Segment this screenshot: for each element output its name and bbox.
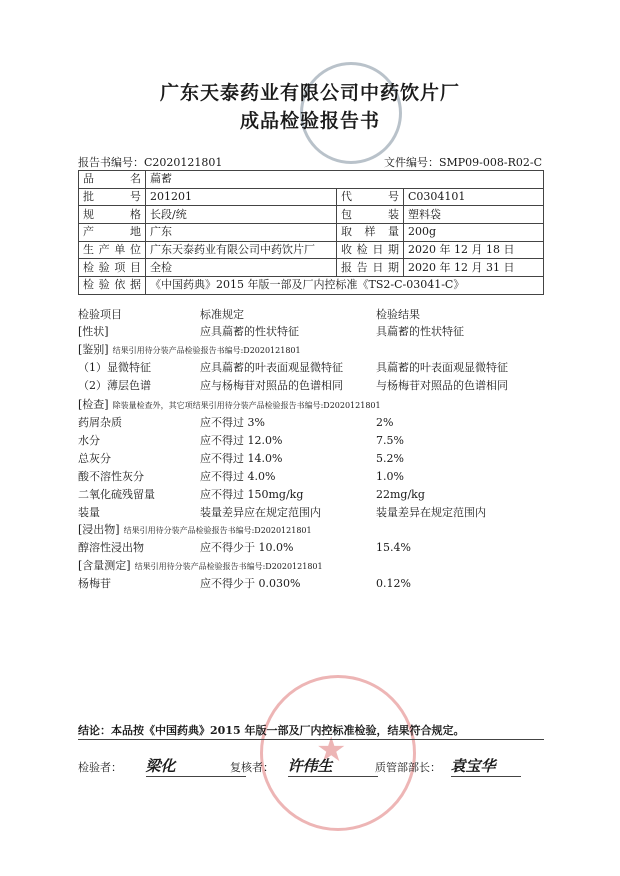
identify-standard: 应与杨梅苷对照品的色谱相同 xyxy=(200,379,343,392)
check-section xyxy=(78,397,548,413)
assay-label: [含量测定] xyxy=(78,559,131,572)
value-basis: 《中国药典》2015 年版一部及厂内控标准《TS2-C-03041-C》 xyxy=(146,277,544,295)
identify-note: 结果引用待分装产品检验报告书编号:D2020121801 xyxy=(112,346,301,355)
inspector-label: 检验者： xyxy=(78,761,122,774)
inspector-field xyxy=(78,755,246,777)
check-standard: 应不得过 12.0% xyxy=(200,434,283,447)
value-batch: 201201 xyxy=(146,188,337,206)
list-item xyxy=(78,378,548,394)
list-item xyxy=(78,433,548,449)
identify-result: 与杨梅苷对照品的色谱相同 xyxy=(376,379,508,392)
identify-item: （2）薄层色谱 xyxy=(78,379,151,392)
list-item xyxy=(78,576,548,592)
check-result: 22mg/kg xyxy=(376,488,425,501)
label-product-name: 品名 xyxy=(79,171,146,189)
check-item: 水分 xyxy=(78,434,100,447)
manager-field xyxy=(375,755,521,777)
extract-standard: 应不得少于 10.0% xyxy=(200,541,294,554)
table-row xyxy=(79,241,544,259)
check-result: 1.0% xyxy=(376,470,404,483)
assay-note: 结果引用待分装产品检验报告书编号:D2020121801 xyxy=(134,562,323,571)
reviewer-signature: 许伟生 xyxy=(287,757,333,775)
label-code: 代号 xyxy=(337,188,404,206)
value-manufacturer: 广东天泰药业有限公司中药饮片厂 xyxy=(146,241,337,259)
table-row xyxy=(79,206,544,224)
extract-note: 结果引用待分装产品检验报告书编号:D2020121801 xyxy=(123,526,312,535)
reviewer-line xyxy=(288,755,378,777)
report-number: 报告书编号：C2020121801 xyxy=(78,156,223,169)
reviewer-label: 复核者： xyxy=(230,761,274,774)
check-standard: 应不得过 3% xyxy=(200,416,265,429)
label-origin: 产地 xyxy=(79,224,146,242)
company-title: 广东天泰药业有限公司中药饮片厂 xyxy=(159,82,460,104)
value-origin: 广东 xyxy=(146,224,337,242)
extract-label: [浸出物] xyxy=(78,523,120,536)
identify-result: 具萹蓄的叶表面观显微特征 xyxy=(376,361,508,374)
check-result: 装量差异在规定范围内 xyxy=(376,506,486,519)
check-label: [检查] xyxy=(78,398,109,411)
character-result: 具萹蓄的性状特征 xyxy=(376,325,464,338)
table-row xyxy=(79,277,544,295)
results-header-row xyxy=(78,307,548,323)
table-row xyxy=(79,224,544,242)
assay-standard: 应不得少于 0.030% xyxy=(200,577,301,590)
value-report-date: 2020 年 12 月 31 日 xyxy=(404,259,544,277)
inspector-signature: 梁化 xyxy=(145,757,176,775)
list-item xyxy=(78,415,548,431)
label-package: 包装 xyxy=(337,206,404,224)
check-item: 二氧化硫残留量 xyxy=(78,488,155,501)
check-standard: 装量差异应在规定范围内 xyxy=(200,506,321,519)
character-standard: 应具萹蓄的性状特征 xyxy=(200,325,299,338)
check-item: 装量 xyxy=(78,506,100,519)
report-title: 成品检验报告书 xyxy=(239,110,380,132)
character-row xyxy=(78,324,548,340)
check-result: 7.5% xyxy=(376,434,404,447)
manager-signature: 袁宝华 xyxy=(450,757,496,775)
value-sample-qty: 200g xyxy=(404,224,544,242)
check-result: 5.2% xyxy=(376,452,404,465)
assay-section xyxy=(78,558,548,574)
reviewer-field xyxy=(230,755,378,777)
check-item: 酸不溶性灰分 xyxy=(78,470,144,483)
header-item: 检验项目 xyxy=(78,308,122,321)
manager-label: 质管部部长： xyxy=(375,761,441,774)
label-spec: 规格 xyxy=(79,206,146,224)
value-package: 塑料袋 xyxy=(404,206,544,224)
manager-line xyxy=(451,755,521,777)
product-info-table xyxy=(78,170,544,295)
value-spec: 长段/统 xyxy=(146,206,337,224)
value-code: C0304101 xyxy=(404,188,544,206)
check-standard: 应不得过 14.0% xyxy=(200,452,283,465)
conclusion-text: 结论：本品按《中国药典》2015 年版一部及厂内控标准检验，结果符合规定。 xyxy=(78,724,465,737)
check-standard: 应不得过 4.0% xyxy=(200,470,276,483)
check-item: 药屑杂质 xyxy=(78,416,122,429)
quality-stamp xyxy=(260,675,416,831)
header-result: 检验结果 xyxy=(376,308,420,321)
stamp-star-icon: ★ xyxy=(316,730,347,770)
label-test-items: 检验项目 xyxy=(79,259,146,277)
list-item xyxy=(78,505,548,521)
extract-item: 醇溶性浸出物 xyxy=(78,541,144,554)
label-manufacturer: 生产单位 xyxy=(79,241,146,259)
check-result: 2% xyxy=(376,416,394,429)
label-batch: 批号 xyxy=(79,188,146,206)
table-row xyxy=(79,188,544,206)
file-number: 文件编号：SMP09-008-R02-C xyxy=(383,156,542,169)
assay-result: 0.12% xyxy=(376,577,411,590)
value-product-name: 萹蓄 xyxy=(146,171,544,189)
identify-section xyxy=(78,342,548,358)
label-basis: 检验依据 xyxy=(79,277,146,295)
list-item xyxy=(78,540,548,556)
divider xyxy=(78,739,544,740)
identify-item: （1）显微特征 xyxy=(78,361,151,374)
extract-result: 15.4% xyxy=(376,541,411,554)
list-item xyxy=(78,469,548,485)
value-test-items: 全检 xyxy=(146,259,337,277)
list-item xyxy=(78,360,548,376)
list-item xyxy=(78,487,548,503)
value-receive-date: 2020 年 12 月 18 日 xyxy=(404,241,544,259)
check-item: 总灰分 xyxy=(78,452,111,465)
label-receive-date: 收检日期 xyxy=(337,241,404,259)
table-row xyxy=(79,171,544,189)
check-note: 除装量检查外，其它项结果引用待分装产品检验报告书编号:D2020121801 xyxy=(112,401,381,410)
identify-standard: 应具萹蓄的叶表面观显微特征 xyxy=(200,361,343,374)
header-standard: 标准规定 xyxy=(200,308,244,321)
character-item: [性状] xyxy=(78,325,109,338)
table-row xyxy=(79,259,544,277)
assay-item: 杨梅苷 xyxy=(78,577,111,590)
label-sample-qty: 取样量 xyxy=(337,224,404,242)
label-report-date: 报告日期 xyxy=(337,259,404,277)
check-standard: 应不得过 150mg/kg xyxy=(200,488,304,501)
list-item xyxy=(78,451,548,467)
identify-label: [鉴别] xyxy=(78,343,109,356)
extract-section xyxy=(78,522,548,538)
